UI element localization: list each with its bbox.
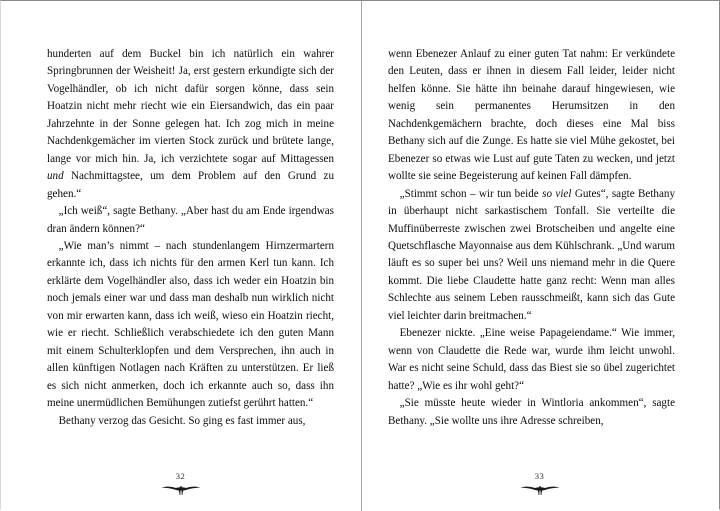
flying-bird-ornament [160,482,202,497]
paragraph [47,203,334,238]
body-text: Nachmittagstee, um dem Problem auf den Grund zu gehen.“ [47,170,334,200]
left-page-footer [1,471,360,497]
body-text: „Ich weiß“, sagte Bethany. „Aber hast du am Ende irgendwas dran ändern können?“ [47,205,334,235]
paragraph [388,186,675,326]
paragraph [388,325,675,395]
right-page [360,1,719,509]
body-text: „Stimmt schon – wir tun beide [399,187,543,200]
flying-bird-ornament [519,482,561,497]
emphasis-text: und [47,170,64,183]
left-page-text [47,46,334,430]
body-text: wenn Ebenezer Anlauf zu einer guten Tat nahm: Er verkündete den Leuten, dass er ihnen in diesem Fall leider, leider nicht helfen könne. Sie hätte ihn beinahe darauf hingewiesen, wie wenig sein permanentes Herumsitzen in den Nachdenkgemächern brachte, doch dieses eine Mal biss Bethany sich auf die Zunge. Es hatte sie viel Mühe gekostet, bei Ebenezer so etwas wie Lust auf gute Taten zu wecken, und jetzt wollte sie seine Begeisterung auf keinen Fall dämpfen. [388,48,675,183]
left-page [1,1,360,509]
page-number: 32 [175,471,186,481]
emphasis-text: so viel [542,187,572,200]
paragraph [47,238,334,413]
body-text: Bethany verzog das Gesicht. So ging es fast immer aus, [58,414,306,427]
paragraph [47,413,334,430]
body-text: Ebenezer nickte. „Eine weise Papageiendame.“ Wie immer, wenn von Claudette die Rede war, wurde ihm leicht unwohl. War es nicht seine Schuld, dass das Biest sie so übel zugerichtet hatte? „Wie es ihr wohl geht?“ [388,327,675,392]
paragraph [388,46,675,186]
body-text: „Wie man’s nimmt – nach stundenlangem Hirnzermartern erkannte ich, dass ich nichts für den armen Kerl tun kann. Ich erklärte dem Vogelhändler also, dass ich weder ein Hoatzin bin noch jemals einer war und dass man deshalb nun wirklich nicht von mir erwarten kann, dass ich weiß, wieso ein Hoatzin riecht, wie er riecht. Schließlich verabschiedete ich den guten Mann mit einem Schulterklopfen und dem Versprechen, ihn auch in allen künftigen Notlagen nach Kräften zu unterstützen. Er ließ es sich nicht anmerken, doch ich erkannte auch so, dass ihn meine unermüdlichen Bemühungen zutiefst gerührt hatten.“ [47,239,334,410]
body-text: Gutes“, sagte Bethany in überhaupt nicht sarkastischem Tonfall. Sie verteilte die Muffinüberreste zwischen zwei Brotscheiben und angelte eine Quetschflasche Mayonnaise aus dem Kühlschrank. „Und warum läuft es so super bei uns? Weil uns niemand mehr in die Quere kommt. Die liebe Claudette hatte ganz recht: Wenn man alles Schlechte aus seinem Leben rausschmeißt, kann sich das Gute viel leichter darin breitmachen.“ [388,187,675,322]
right-page-footer [360,471,719,497]
page-number: 33 [534,471,545,481]
body-text: „Sie müsste heute wieder in Wintloria ankommen“, sagte Bethany. „Sie wollte uns ihre Adresse schreiben, [388,397,675,427]
paragraph [47,46,334,203]
paragraph [388,395,675,430]
right-page-text [388,46,675,430]
body-text: hunderten auf dem Buckel bin ich natürlich ein wahrer Springbrunnen der Weisheit! Ja, erst gestern erkundigte sich der Vogelhändler, ob ich nicht dafür sorgen könne, dass sein Hoatzin nicht mehr riecht wie ein Eiersandwich, das ein paar Jahrzehnte in der Sonne gelegen hat. Ich zog mich in meine Nachdenkgemächer im vierten Stock zurück und brütete lange, lange vor mich hin. Ja, ich verzichtete sogar auf Mittagessen [47,48,334,165]
